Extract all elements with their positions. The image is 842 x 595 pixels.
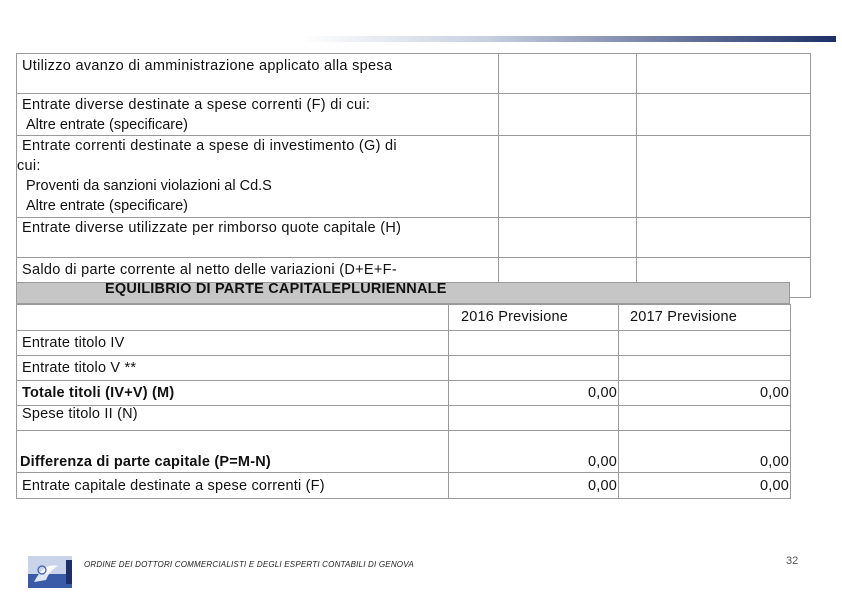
row-label: Entrate capitale destinate a spese correnti (F) [17,473,449,499]
section-title: EQUILIBRIO DI PARTE CAPITALEPLURIENNALE [105,281,447,297]
page-number: 32 [786,555,799,567]
table-cell [637,218,811,258]
row-label: Proventi da sanzioni violazioni al Cd.S [26,178,272,194]
table-cell [17,218,499,258]
current-balance-table [16,53,811,298]
table-cell [17,94,499,136]
table-cell [499,218,637,258]
value-2017 [619,331,791,356]
order-logo-icon [28,556,76,588]
table-cell [17,54,499,94]
value-2016 [449,406,619,431]
row-label: Spese titolo II (N) [17,406,449,431]
value-2016: 0,00 [449,473,619,499]
value-2016 [449,356,619,381]
column-header-2016: 2016 Previsione [449,305,619,331]
column-header-2017: 2017 Previsione [619,305,791,331]
row-label: Utilizzo avanzo di amministrazione applicato alla spesa [22,58,393,74]
row-label: Differenza di parte capitale (P=M-N) [17,431,449,473]
value-2016 [449,331,619,356]
table-cell [637,94,811,136]
value-2017: 0,00 [619,381,791,406]
row-label: Entrate correnti destinate a spese di investimento (G) di [22,138,397,154]
capital-balance-table [16,304,791,499]
table-cell [499,54,637,94]
value-2017: 0,00 [619,473,791,499]
row-label: Totale titoli (IV+V) (M) [17,381,449,406]
row-label: Altre entrate (specificare) [26,117,188,133]
row-label: cui: [17,158,41,174]
row-label: Saldo di parte corrente al netto delle variazioni (D+E+F- [22,262,397,278]
row-label: Entrate titolo V ** [17,356,449,381]
value-2017: 0,00 [619,431,791,473]
value-2016: 0,00 [449,381,619,406]
footer-organization: ORDINE DEI DOTTORI COMMERCIALISTI E DEGLI ESPERTI CONTABILI DI GENOVA [84,560,414,569]
capital-section-header [16,282,790,304]
row-label: Entrate titolo IV [17,331,449,356]
value-2016: 0,00 [449,431,619,473]
table-cell [499,94,637,136]
row-label: Entrate diverse utilizzate per rimborso quote capitale (H) [22,220,402,236]
value-2017 [619,406,791,431]
row-label: Entrate diverse destinate a spese correnti (F) di cui: [22,97,371,113]
table-cell [637,54,811,94]
table-cell [499,136,637,218]
row-label: Altre entrate (specificare) [26,198,188,214]
value-2017 [619,356,791,381]
top-accent-bar [300,36,836,42]
table-cell [17,305,449,331]
table-cell [17,136,499,218]
table-cell [637,136,811,218]
